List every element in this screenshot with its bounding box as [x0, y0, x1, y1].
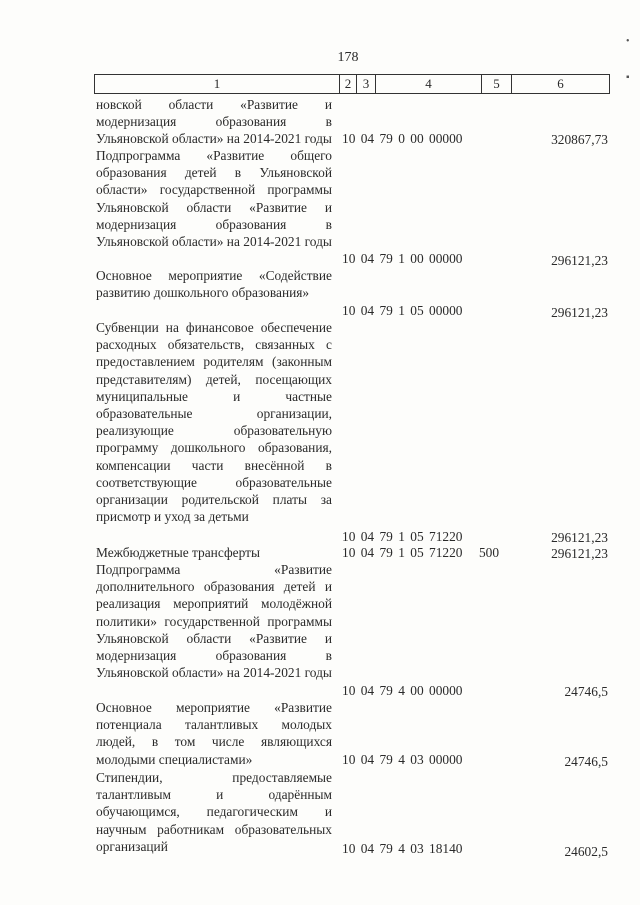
row-sum: 24602,5 — [564, 844, 608, 859]
row-name: Межбюджетные трансферты — [96, 545, 260, 560]
row-sum: 296121,23 — [551, 253, 608, 268]
row-name: Подпрограмма «Развитие дополнительного образования детей и реализация мероприятий молодёжной политики» государственной программы Ульяновской области «Развитие и модернизация образования в Ульяновской области» на 2014-2021 годы — [96, 562, 332, 681]
row-name: Субвенции на финансовое обеспечение расходных обязательств, связанных с предоставлением родителям (законным представителям) детей, посещающих муниципальные и частные образовательные организации, реализующие образовательную программу дошкольного образования, компенсации части внесённой в соответствующие образовательные организации родительской платы за присмотр и уход за детьми — [96, 320, 332, 525]
row-name: Стипендии, предоставляемые талантливым и одарённым обучающимся, педагогическим и научным работникам образовательных организаций — [96, 770, 332, 854]
row-code: 10 04 79 1 05 71220 — [342, 545, 463, 560]
row-name: новской области «Развитие и модернизация образования в Ульяновской области» на 2014-2021 годы — [96, 97, 332, 147]
row-code: 10 04 79 4 03 00000 — [342, 752, 463, 767]
header-col-5: 5 — [482, 75, 512, 93]
row-code: 10 04 79 4 03 18140 — [342, 841, 463, 856]
margin-mark: ▪ — [626, 72, 630, 83]
row-name: Основное мероприятие «Развитие потенциала талантливых молодых людей, в том числе являющихся молодыми специалистами» — [96, 700, 332, 767]
row-sum: 24746,5 — [564, 754, 608, 769]
row-sum: 296121,23 — [551, 305, 608, 320]
header-col-4: 4 — [376, 75, 482, 93]
row-name: Основное мероприятие «Содействие развитию дошкольного образования» — [96, 268, 332, 301]
row-sum: 296121,23 — [551, 546, 608, 561]
row-code: 10 04 79 1 05 00000 — [342, 303, 463, 318]
row-code: 10 04 79 1 00 00000 — [342, 251, 463, 266]
row-code: 10 04 79 4 00 00000 — [342, 683, 463, 698]
header-col-2: 2 — [340, 75, 357, 93]
header-col-1: 1 — [95, 75, 340, 93]
row-sum: 24746,5 — [564, 684, 608, 699]
row-code: 10 04 79 1 05 71220 — [342, 529, 463, 544]
row-code: 10 04 79 0 00 00000 — [342, 131, 463, 146]
header-col-6: 6 — [557, 76, 564, 91]
row-sum: 296121,23 — [551, 530, 608, 545]
row-name: Подпрограмма «Развитие общего образования детей в Ульяновской области» государственной программы Ульяновской области «Развитие и модернизация образования в Ульяновской области» на 2014-2021 годы — [96, 148, 332, 250]
row-sum: 320867,73 — [551, 132, 608, 147]
margin-mark: • — [626, 36, 630, 47]
header-col-3: 3 — [357, 75, 376, 93]
page-number: 178 — [337, 50, 359, 65]
row-vr: 500 — [478, 545, 500, 560]
